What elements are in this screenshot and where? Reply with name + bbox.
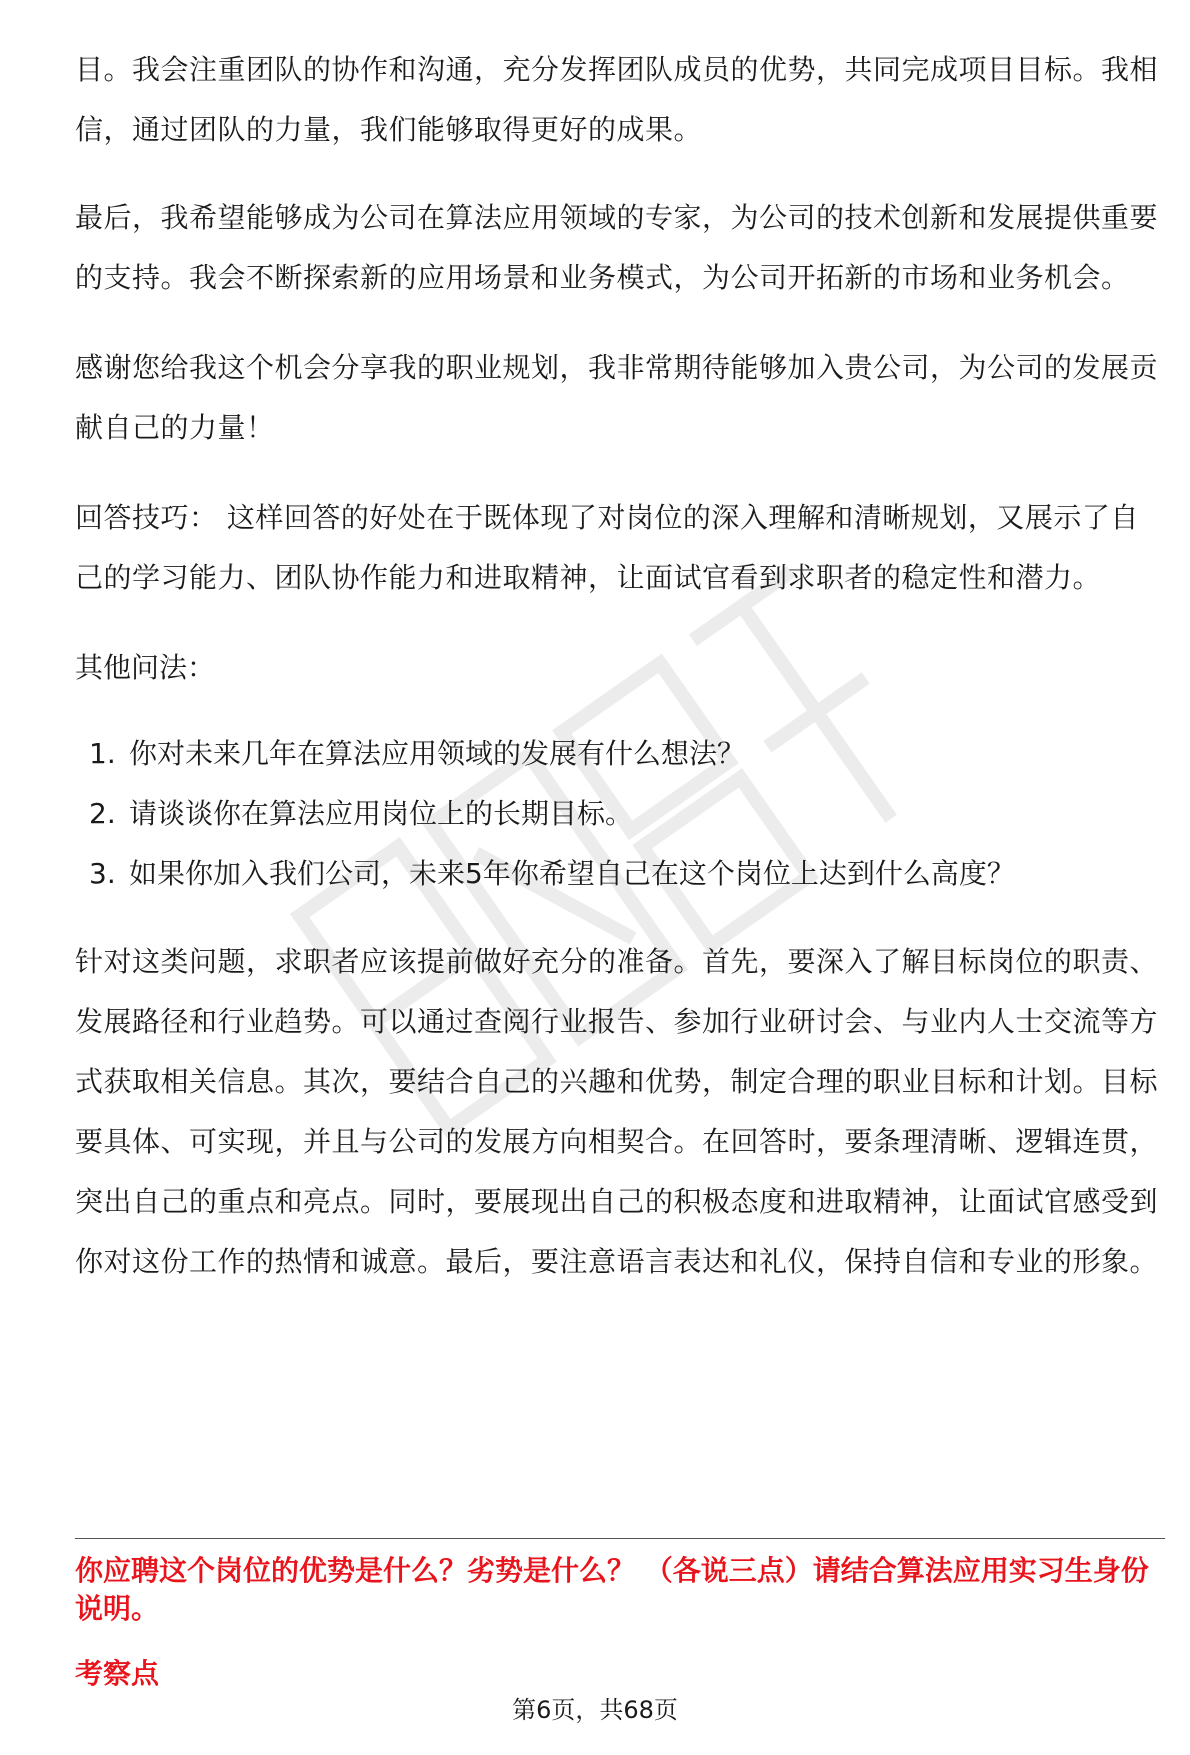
list-item-number: 1. xyxy=(89,737,116,770)
section-divider xyxy=(75,1538,1165,1539)
list-item xyxy=(75,784,1165,844)
list-item-text: 请谈谈你在算法应用岗位上的长期目标。 xyxy=(129,797,634,830)
section-title: 考察点 xyxy=(75,1657,160,1690)
next-question-heading: 你应聘这个岗位的优势是什么？劣势是什么？ （各说三点）请结合算法应用实习生身份说明。 xyxy=(75,1554,1149,1625)
other-questions-label: 其他问法： xyxy=(75,651,216,684)
list-item-text: 你对未来几年在算法应用领域的发展有什么想法？ xyxy=(129,737,746,770)
paragraph-expert-goal: 最后，我希望能够成为公司在算法应用领域的专家，为公司的技术创新和发展提供重要的支持。我会不断探索新的应用场景和业务模式，为公司开拓新的市场和业务机会。 xyxy=(75,201,1159,294)
list-item xyxy=(75,844,1165,904)
paragraph-answer-tips: 回答技巧： 这样回答的好处在于既体现了对岗位的深入理解和清晰规划，又展示了自己的学习能力、团队协作能力和进取精神，让面试官看到求职者的稳定性和潜力。 xyxy=(75,501,1139,594)
list-item-text: 如果你加入我们公司，未来5年你希望自己在这个岗位上达到什么高度？ xyxy=(129,857,1015,890)
list-item-number: 2. xyxy=(89,797,116,830)
paragraph-advice: 针对这类问题，求职者应该提前做好充分的准备。首先，要深入了解目标岗位的职责、发展路径和行业趋势。可以通过查阅行业报告、参加行业研讨会、与业内人士交流等方式获取相关信息。其次，要结合自己的兴趣和优势，制定合理的职业目标和计划。目标要具体、可实现，并且与公司的发展方向相契合。在回答时，要条理清晰、逻辑连贯，突出自己的重点和亮点。同时，要展现出自己的积极态度和进取精神，让面试官感受到你对这份工作的热情和诚意。最后，要注意语言表达和礼仪，保持自信和专业的形象。 xyxy=(75,945,1159,1278)
page-number: 第6页，共68页 xyxy=(512,1696,678,1724)
paragraph-thanks: 感谢您给我这个机会分享我的职业规划，我非常期待能够加入贵公司，为公司的发展贡献自己的力量！ xyxy=(75,351,1159,444)
document-body xyxy=(75,40,1165,1322)
list-item-number: 3. xyxy=(89,857,116,890)
list-item xyxy=(75,724,1165,784)
paragraph-teamwork: 目。我会注重团队的协作和沟通，充分发挥团队成员的优势，共同完成项目目标。我相信，通过团队的力量，我们能够取得更好的成果。 xyxy=(75,53,1159,146)
other-questions-list xyxy=(75,724,1165,904)
